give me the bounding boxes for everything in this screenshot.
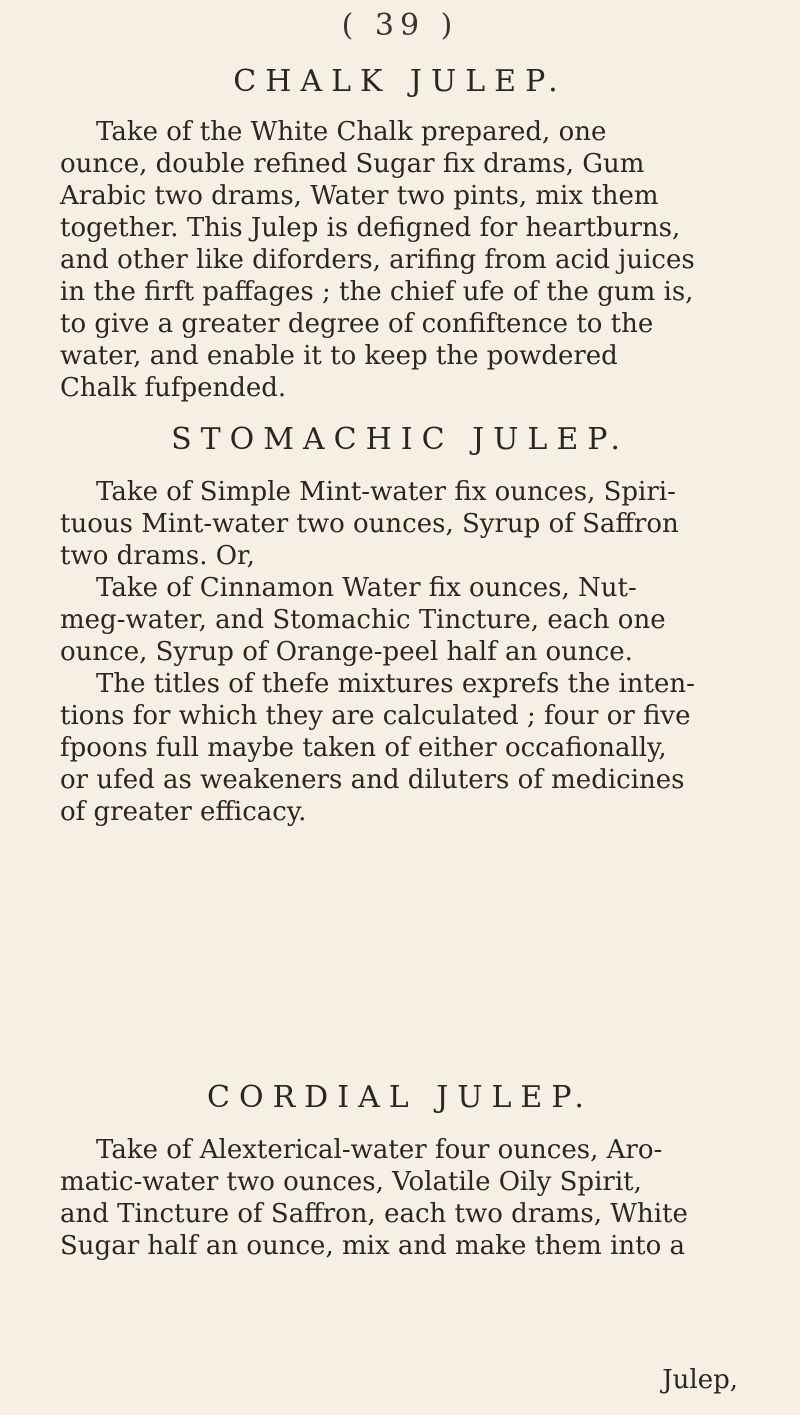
text-line: two drams. Or, (60, 541, 255, 571)
text-line: The titles of thefe mixtures exprefs the inten- (96, 669, 695, 699)
text-line: and other like diforders, arifing from acid juices (60, 245, 695, 275)
text-line: matic-water two ounces, Volatile Oily Spirit, (60, 1167, 642, 1197)
text-line: Arabic two drams, Water two pints, mix them (60, 181, 659, 211)
text-line: Take of Cinnamon Water fix ounces, Nut- (96, 573, 637, 603)
text-line: and Tincture of Saffron, each two drams, White (60, 1199, 688, 1229)
text-line: meg-water, and Stomachic Tincture, each one (60, 605, 666, 635)
catchword: Julep, (662, 1365, 738, 1395)
text-line: or ufed as weakeners and diluters of medicines (60, 765, 685, 795)
heading-chalk-julep: CHALK JULEP. (233, 64, 567, 99)
paragraph-stomachic-1 (60, 476, 760, 572)
text-line: of greater efficacy. (60, 797, 307, 827)
text-line: tuous Mint-water two ounces, Syrup of Saffron (60, 509, 679, 539)
heading-cordial-julep: CORDIAL JULEP. (207, 1080, 593, 1115)
text-line: ounce, double refined Sugar fix drams, Gum (60, 149, 645, 179)
text-line: water, and enable it to keep the powdered (60, 341, 618, 371)
page-number: ( 39 ) (341, 8, 459, 43)
paragraph-stomachic-3 (60, 668, 760, 828)
text-line: fpoons full maybe taken of either occafionally, (60, 733, 667, 763)
text-line: together. This Julep is defigned for heartburns, (60, 213, 681, 243)
text-line: tions for which they are calculated ; four or five (60, 701, 691, 731)
text-line: Chalk fufpended. (60, 373, 287, 403)
text-line: Take of the White Chalk prepared, one (96, 117, 607, 147)
paragraph-chalk-julep (60, 116, 760, 404)
paragraph-cordial-julep (60, 1134, 760, 1262)
text-line: Sugar half an ounce, mix and make them into a (60, 1231, 686, 1261)
text-line: Take of Alexterical-water four ounces, Aro- (96, 1135, 663, 1165)
text-line: ounce, Syrup of Orange-peel half an ounce. (60, 637, 633, 667)
heading-stomachic-julep: STOMACHIC JULEP. (171, 422, 629, 457)
paragraph-stomachic-2 (60, 572, 760, 668)
text-line: Take of Simple Mint-water fix ounces, Spiri- (96, 477, 676, 507)
text-line: in the firft paffages ; the chief ufe of the gum is, (60, 277, 694, 307)
text-line: to give a greater degree of confiftence to the (60, 309, 654, 339)
